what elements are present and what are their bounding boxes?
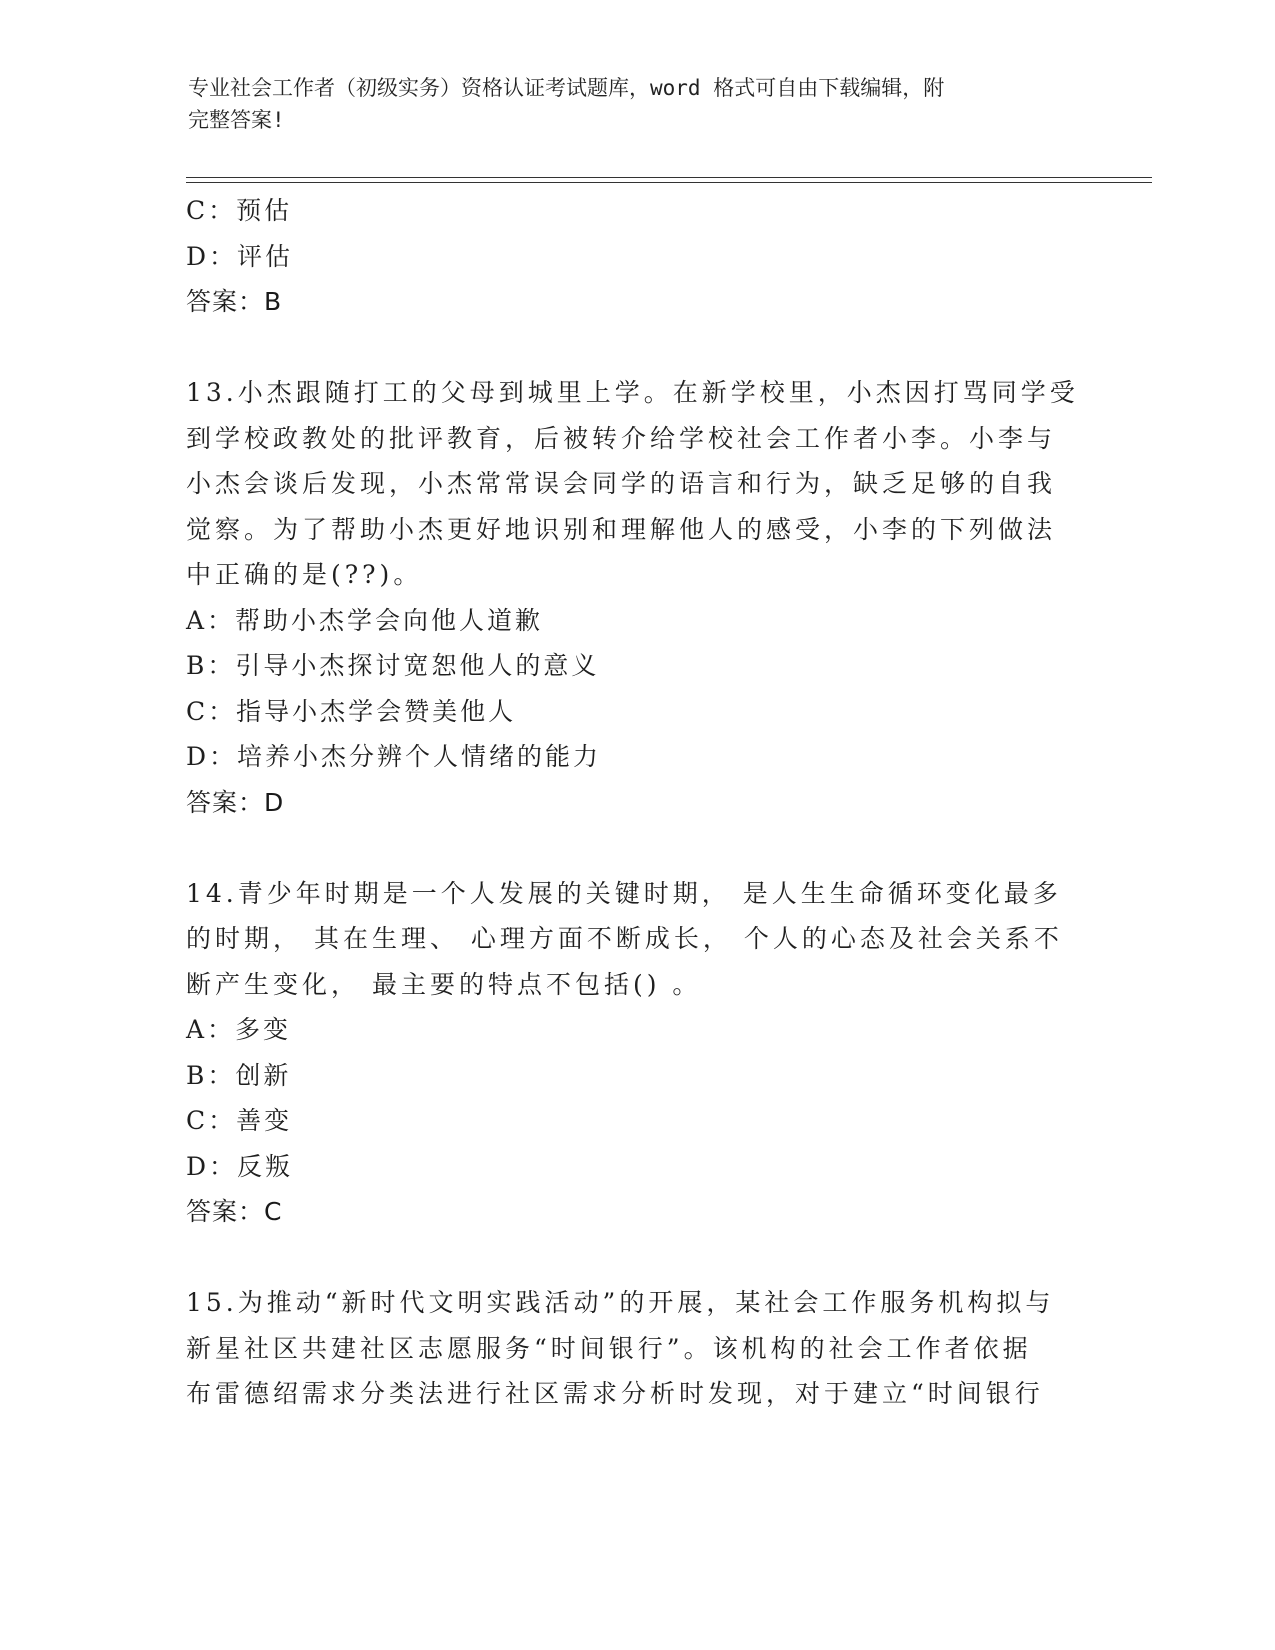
question-14 bbox=[186, 871, 1086, 1235]
stem-line: 13.小杰跟随打工的父母到城里上学。在新学校里，小杰因打骂同学受 bbox=[186, 378, 1079, 407]
spacer bbox=[186, 1235, 1086, 1281]
stem-line: 14.青少年时期是一个人发展的关键时期， 是人生生命循环变化最多 bbox=[186, 878, 1062, 908]
option-a: A：帮助小杰学会向他人道歉 bbox=[186, 605, 544, 635]
stem-line: 到学校政教处的批评教育，后被转介给学校社会工作者小李。小李与 bbox=[186, 423, 1057, 453]
header-rule-top bbox=[186, 177, 1152, 178]
stem-line: 小杰会谈后发现，小杰常常误会同学的语言和行为，缺乏足够的自我 bbox=[186, 469, 1057, 498]
spacer bbox=[186, 325, 1086, 371]
option-d: D：反叛 bbox=[186, 1151, 294, 1181]
stem-line: 15.为推动“新时代文明实践活动”的开展，某社会工作服务机构拟与 bbox=[186, 1288, 1055, 1317]
answer-line: 答案：C bbox=[186, 1197, 283, 1226]
question-13 bbox=[186, 370, 1086, 825]
option-c: C：指导小杰学会赞美他人 bbox=[186, 696, 517, 726]
question-stem bbox=[186, 1280, 1086, 1417]
question-stem bbox=[186, 370, 1086, 598]
header-rule-bottom bbox=[186, 182, 1152, 183]
option-b: B：引导小杰探讨宽恕他人的意义 bbox=[186, 651, 600, 680]
answer-line: 答案：D bbox=[186, 787, 285, 817]
option-a: A：多变 bbox=[186, 1015, 292, 1044]
header-line-1: 专业社会工作者（初级实务）资格认证考试题库，word 格式可自由下载编辑，附 bbox=[188, 76, 945, 100]
document-body bbox=[186, 188, 1086, 1417]
stem-line: 觉察。为了帮助小杰更好地识别和理解他人的感受，小李的下列做法 bbox=[186, 514, 1057, 544]
option-d: D：评估 bbox=[186, 241, 294, 271]
stem-line: 中正确的是(??)。 bbox=[186, 560, 423, 589]
answer-line: 答案：B bbox=[186, 287, 283, 316]
stem-line: 断产生变化， 最主要的特点不包括() 。 bbox=[186, 969, 702, 999]
option-c: C：善变 bbox=[186, 1106, 293, 1135]
spacer bbox=[186, 825, 1086, 871]
option-c: C：预估 bbox=[186, 196, 293, 225]
option-b: B：创新 bbox=[186, 1060, 292, 1090]
option-d: D：培养小杰分辨个人情绪的能力 bbox=[186, 742, 602, 771]
header-line-2: 完整答案! bbox=[188, 108, 285, 132]
page-header bbox=[188, 72, 1068, 136]
prev-question bbox=[186, 188, 1086, 325]
stem-line: 布雷德绍需求分类法进行社区需求分析时发现，对于建立“时间银行 bbox=[186, 1379, 1044, 1408]
stem-line: 新星社区共建社区志愿服务“时间银行”。该机构的社会工作者依据 bbox=[186, 1333, 1032, 1363]
question-15 bbox=[186, 1280, 1086, 1417]
stem-line: 的时期， 其在生理、 心理方面不断成长， 个人的心态及社会关系不 bbox=[186, 924, 1063, 953]
question-stem bbox=[186, 871, 1086, 1008]
